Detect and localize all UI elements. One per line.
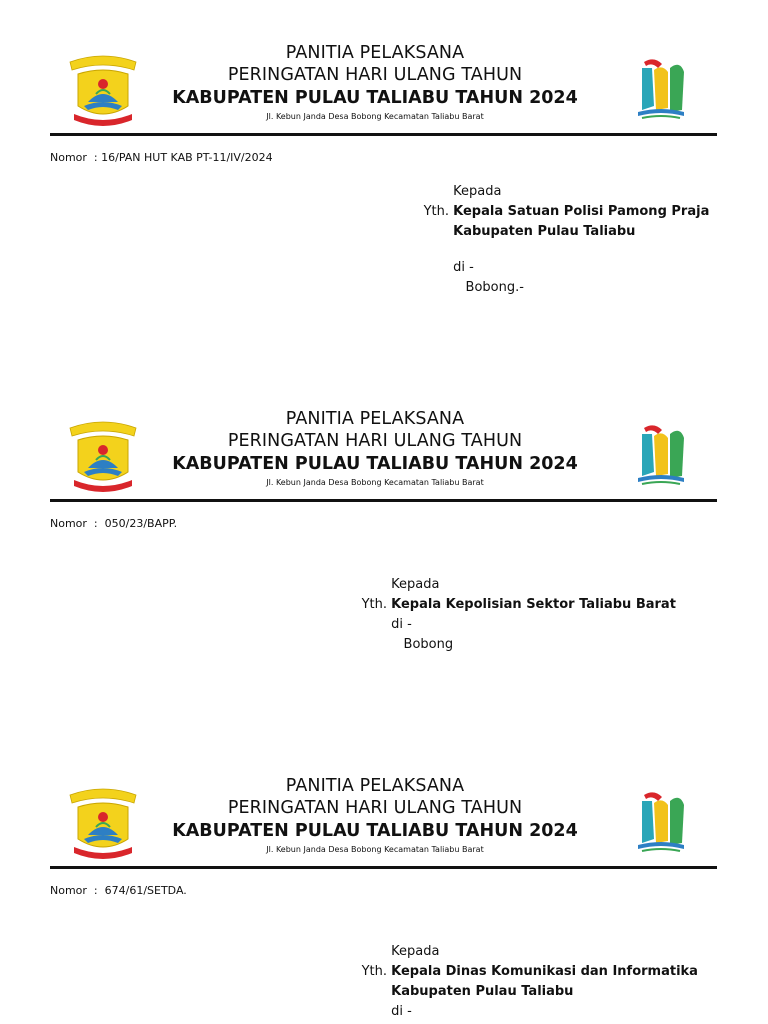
recipient-block bbox=[350, 575, 676, 655]
recipient-place: Bobong bbox=[403, 637, 454, 652]
hut-anniversary-logo-icon bbox=[634, 787, 688, 855]
yth-label: Yth. bbox=[361, 964, 387, 979]
letterhead-regency: KABUPATEN PULAU TALIABU TAHUN 2024 bbox=[172, 88, 578, 108]
letterhead-committee: PANITIA PELAKSANA bbox=[285, 43, 465, 63]
letterhead-event: PERINGATAN HARI ULANG TAHUN bbox=[227, 65, 523, 85]
recipient-block bbox=[412, 182, 709, 298]
letter-2 bbox=[0, 366, 768, 732]
letterhead-regency: KABUPATEN PULAU TALIABU TAHUN 2024 bbox=[172, 821, 578, 841]
letter-number: Nomor : 16/PAN HUT KAB PT-11/IV/2024 bbox=[50, 151, 273, 164]
kepada-label: Kepada bbox=[391, 577, 440, 592]
kabupaten-emblem-icon bbox=[66, 785, 140, 865]
yth-label: Yth. bbox=[361, 597, 387, 612]
letterhead-regency: KABUPATEN PULAU TALIABU TAHUN 2024 bbox=[172, 454, 578, 474]
recipient-organization: Kabupaten Pulau Taliabu bbox=[453, 224, 636, 239]
hut-anniversary-logo-icon bbox=[634, 54, 688, 122]
letter-number: Nomor : 674/61/SETDA. bbox=[50, 884, 187, 897]
di-label: di - bbox=[391, 617, 412, 632]
kabupaten-emblem-icon bbox=[66, 52, 140, 132]
letterhead-divider bbox=[50, 133, 717, 136]
kabupaten-emblem-icon bbox=[66, 418, 140, 498]
recipient-title: Kepala Satuan Polisi Pamong Praja bbox=[453, 204, 710, 219]
letterhead-divider bbox=[50, 866, 717, 869]
di-label: di - bbox=[391, 1004, 412, 1019]
letter-1 bbox=[0, 0, 768, 366]
letterhead bbox=[140, 42, 610, 123]
letterhead-address: Jl. Kebun Janda Desa Bobong Kecamatan Taliabu Barat bbox=[266, 845, 484, 854]
recipient-place: Bobong.- bbox=[465, 280, 524, 295]
letter-number: Nomor : 050/23/BAPP. bbox=[50, 517, 178, 530]
recipient-organization: Kabupaten Pulau Taliabu bbox=[391, 984, 574, 999]
letterhead-address: Jl. Kebun Janda Desa Bobong Kecamatan Taliabu Barat bbox=[266, 112, 484, 121]
letterhead-event: PERINGATAN HARI ULANG TAHUN bbox=[227, 431, 523, 451]
hut-anniversary-logo-icon bbox=[634, 420, 688, 488]
di-label: di - bbox=[453, 260, 474, 275]
kepada-label: Kepada bbox=[391, 944, 440, 959]
recipient-block bbox=[350, 942, 698, 1022]
recipient-title: Kepala Dinas Komunikasi dan Informatika bbox=[391, 964, 698, 979]
letterhead bbox=[140, 775, 610, 856]
letterhead-divider bbox=[50, 499, 717, 502]
yth-label: Yth. bbox=[423, 204, 449, 219]
letterhead bbox=[140, 408, 610, 489]
letter-3 bbox=[0, 733, 768, 1024]
letterhead-address: Jl. Kebun Janda Desa Bobong Kecamatan Taliabu Barat bbox=[266, 478, 484, 487]
letterhead-event: PERINGATAN HARI ULANG TAHUN bbox=[227, 798, 523, 818]
letterhead-committee: PANITIA PELAKSANA bbox=[285, 776, 465, 796]
recipient-title: Kepala Kepolisian Sektor Taliabu Barat bbox=[391, 597, 676, 612]
kepada-label: Kepada bbox=[453, 184, 502, 199]
letterhead-committee: PANITIA PELAKSANA bbox=[285, 409, 465, 429]
